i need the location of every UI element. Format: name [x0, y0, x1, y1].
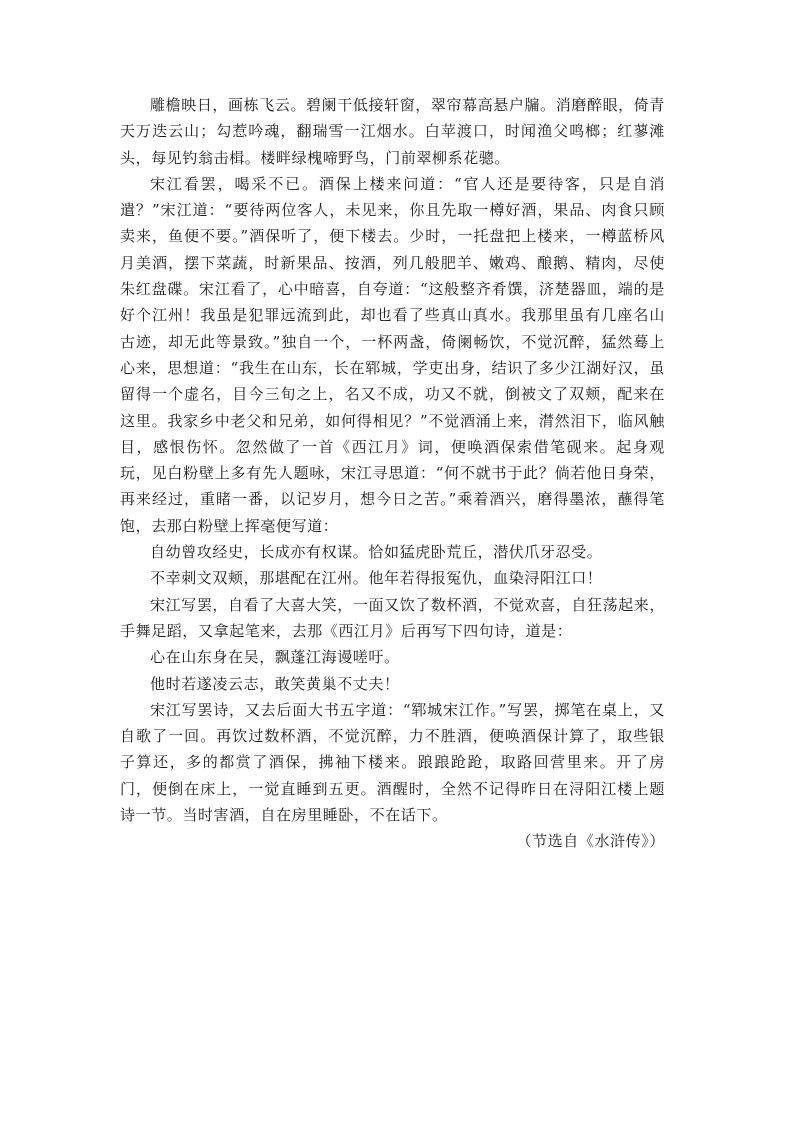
paragraph-after-ci: 宋江写罢，自看了大喜大笑，一面又饮了数杯酒，不觉欢喜，自狂荡起来，手舞足蹈，又拿起笔来，去那《西江月》后再写下四句诗，道是：: [120, 595, 665, 640]
poem-line-1: 心在山东身在吴，飘蓬江海谩嗟吁。: [150, 648, 400, 667]
text-body: [120, 92, 665, 855]
paragraph-ending: 宋江写罢诗，又去后面大书五字道：“郓城宋江作。”写罢，掷笔在桌上，又自歌了一回。再饮过数杯酒，不觉沉醉，力不胜酒，便唤酒保计算了，取些银子算还，多的都赏了酒保，拂袖下楼来。踉踉跄跄，取路回营里来。开了房门，便倒在床上，一觉直睡到五更。酒醒时，全然不记得昨日在浔阳江楼上题诗一节。当时害酒，自在房里睡卧，不在话下。: [120, 700, 665, 825]
paragraph-scenery: 雕檐映日，画栋飞云。碧阑干低接轩窗，翠帘幕高悬户牖。消磨醉眼，倚青天万迭云山；勾惹吟魂，翻瑞雪一江烟水。白苹渡口，时闻渔父鸣榔；红蓼滩头，每见钓翁击楫。楼畔绿槐啼野鸟，门前翠柳系花骢。: [120, 96, 665, 167]
poem-line-2: 他时若遂凌云志，敢笑黄巢不丈夫！: [150, 674, 400, 693]
verse-line-1: 自幼曾攻经史，长成亦有权谋。恰如猛虎卧荒丘，潜伏爪牙忍受。: [150, 543, 603, 562]
verse-line-2: 不幸刺文双颊，那堪配在江州。他年若得报冤仇，血染浔阳江口！: [150, 569, 603, 588]
paragraph-song-jiang-drinking: 宋江看罢，喝采不已。酒保上楼来问道：“官人还是要待客，只是自消遣？”宋江道：“要待两位客人，未见来，你且先取一樽好酒，果品、肉食只顾卖来，鱼便不要。”酒保听了，便下楼去。少时，一托盘把上楼来，一樽蓝桥风月美酒，摆下菜蔬，时新果品、按酒，列几般肥羊、嫩鸡、酿鹅、精肉，尽使朱红盘碟。宋江看了，心中暗喜，自夸道：“这般整齐肴馔，济楚器皿，端的是好个江州！我虽是犯罪远流到此，却也看了些真山真水。我那里虽有几座名山古迹，却无此等景致。”独自一个，一杯两盏，倚阑畅饮，不觉沉醉，猛然蓦上心来，思想道：“我生在山东，长在郓城，学吏出身，结识了多少江湖好汉，虽留得一个虚名，目今三旬之上，名又不成，功又不就，倒被文了双颊，配来在这里。我家乡中老父和兄弟，如何得相见？”不觉酒涌上来，潸然泪下，临风触目，感恨伤怀。忽然做了一首《西江月》词，便唤酒保索借笔砚来。起身观玩，见白粉壁上多有先人题咏，宋江寻思道：“何不就书于此？倘若他日身荣，再来经过，重睹一番，以记岁月，想今日之苦。”乘着酒兴，磨得墨浓，蘸得笔饱，去那白粉壁上挥毫便写道：: [120, 174, 665, 535]
source-citation: （节选自《水浒传》）: [516, 832, 665, 851]
